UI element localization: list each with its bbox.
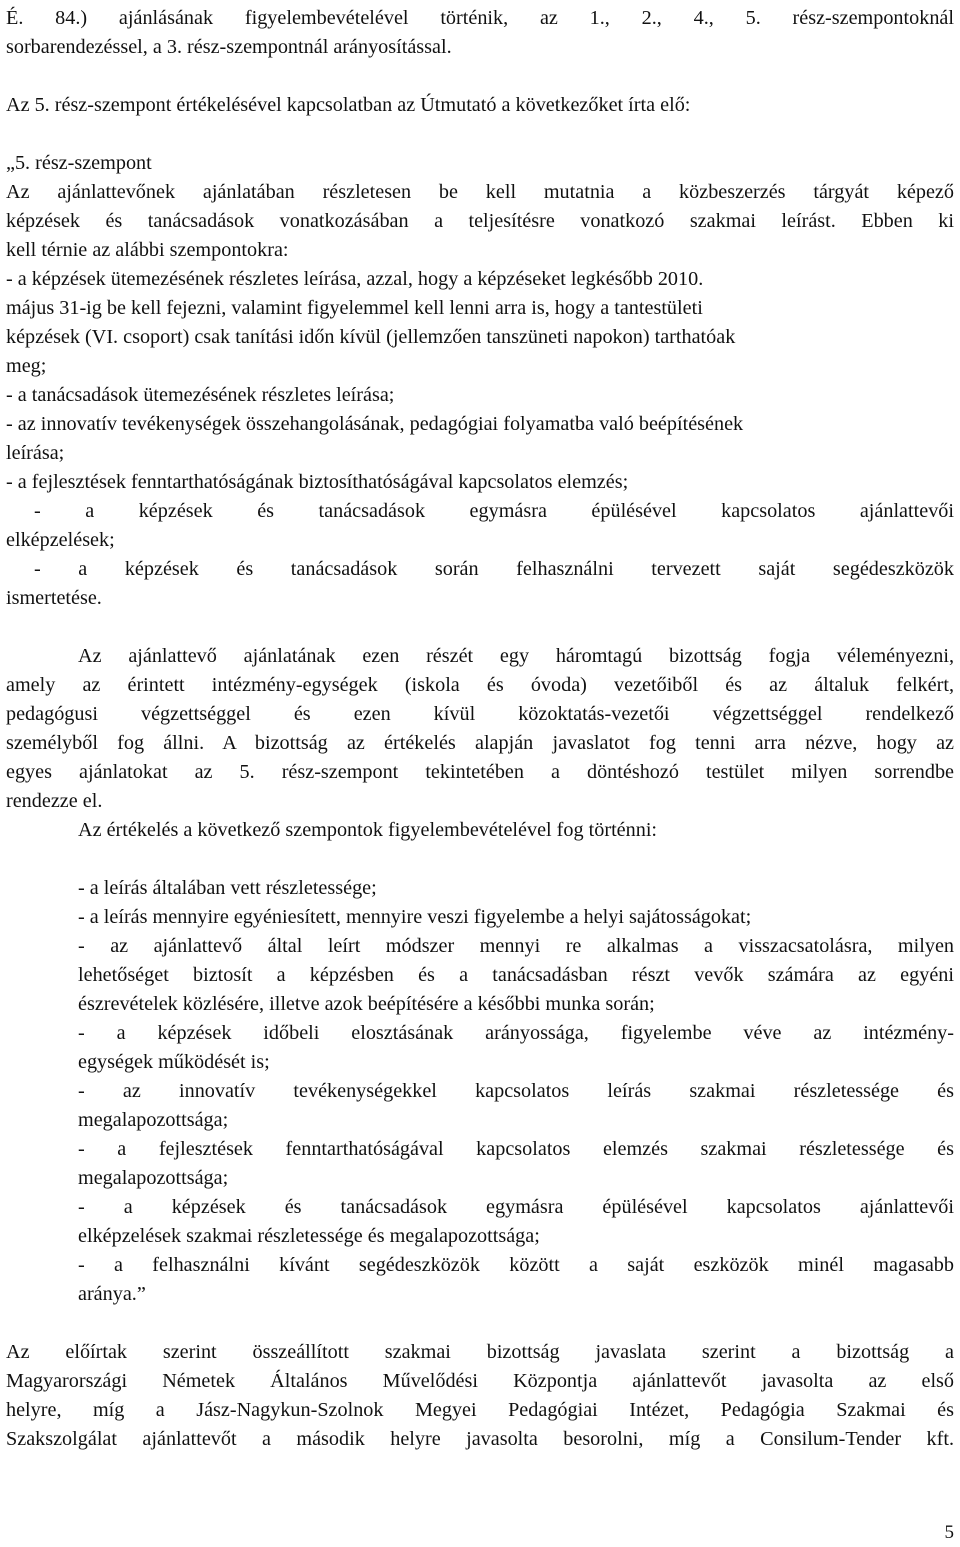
paragraph-line: képzések és tanácsadások vonatkozásában a teljesítésre vonatkozó szakmai leírást. Ebben ki: [6, 210, 954, 232]
paragraph-line: Az ajánlattevőnek ajánlatában részletesen be kell mutatnia a közbeszerzés tárgyát képező: [6, 181, 954, 203]
intro-line: Az 5. rész-szempont értékelésével kapcsolatban az Útmutató a következőket írta elő:: [6, 94, 691, 116]
list-line: - az innovatív tevékenységek összehangolásának, pedagógiai folyamatba való beépítésének: [6, 413, 744, 435]
criteria-line: - a leírás mennyire egyéniesített, mennyire veszi figyelembe a helyi sajátosságokat;: [78, 906, 752, 928]
criteria-line: aránya.”: [78, 1283, 146, 1305]
conclusion-line: Szakszolgálat ajánlattevőt a második helyre javasolta besorolni, míg a Consilum-Tender kft.: [6, 1428, 954, 1450]
criteria-line: elképzelések szakmai részletessége és megalapozottsága;: [78, 1225, 540, 1247]
criteria-line: - a képzések és tanácsadások egymásra épülésével kapcsolatos ajánlattevői: [78, 1196, 954, 1218]
list-line: - a képzések ütemezésének részletes leírása, azzal, hogy a képzéseket legkésőbb 2010.: [6, 268, 704, 290]
list-line: elképzelések;: [6, 529, 115, 551]
list-line: képzések (VI. csoport) csak tanítási időn kívül (jellemzően tanszüneti napokon) tarthatóak: [6, 326, 736, 348]
criteria-line: észrevételek közlésére, illetve azok beépítésére a későbbi munka során;: [78, 993, 655, 1015]
paragraph-line: amely az érintett intézmény-egységek (iskola és óvoda) vezetőiből és az általuk felkért,: [6, 674, 954, 696]
intro-line: sorbarendezéssel, a 3. rész-szempontnál arányosítással.: [6, 36, 452, 58]
list-line: - a fejlesztések fenntarthatóságának biztosíthatóságával kapcsolatos elemzés;: [6, 471, 629, 493]
paragraph-line: személyből fog állni. A bizottság az értékelés alapján javaslatot fog tenni arra nézve, hogy az: [6, 732, 954, 754]
criteria-line: - az ajánlattevő által leírt módszer mennyi re alkalmas a visszacsatolásra, milyen: [78, 935, 954, 957]
criteria-line: megalapozottsága;: [78, 1167, 229, 1189]
criteria-line: lehetőséget biztosít a képzésben és a tanácsadásban részt vevők számára az egyéni: [78, 964, 954, 986]
page-number: 5: [944, 1522, 954, 1543]
list-line: május 31-ig be kell fejezni, valamint figyelemmel kell lenni arra is, hogy a tantestületi: [6, 297, 703, 319]
criteria-line: - az innovatív tevékenységekkel kapcsolatos leírás szakmai részletessége és: [78, 1080, 954, 1102]
paragraph-line: pedagógusi végzettséggel és ezen kívül közoktatás-vezetői végzettséggel rendelkező: [6, 703, 954, 725]
list-line: - a képzések és tanácsadások során felhasználni tervezett saját segédeszközök: [34, 558, 954, 580]
paragraph-line: Az értékelés a következő szempontok figyelembevételével fog történni:: [78, 819, 658, 841]
criteria-line: - a képzések időbeli elosztásának arányossága, figyelembe véve az intézmény-: [78, 1022, 954, 1044]
criteria-line: - a felhasználni kívánt segédeszközök között a saját eszközök minél magasabb: [78, 1254, 954, 1276]
quote-title: „5. rész-szempont: [6, 152, 152, 174]
conclusion-line: helyre, míg a Jász-Nagykun-Szolnok Megyei Pedagógiai Intézet, Pedagógia Szakmai és: [6, 1399, 954, 1421]
conclusion-line: Az előírtak szerint összeállított szakmai bizottság javaslata szerint a bizottság a: [6, 1341, 954, 1363]
criteria-line: - a leírás általában vett részletessége;: [78, 877, 377, 899]
list-line: - a képzések és tanácsadások egymásra épülésével kapcsolatos ajánlattevői: [34, 500, 954, 522]
list-line: ismertetése.: [6, 587, 102, 609]
criteria-line: megalapozottsága;: [78, 1109, 229, 1131]
conclusion-line: Magyarországi Németek Általános Művelődési Központja ajánlattevőt javasolta az első: [6, 1370, 954, 1392]
paragraph-line: egyes ajánlatokat az 5. rész-szempont tekintetében a döntéshozó testület milyen sorrendbe: [6, 761, 954, 783]
paragraph-line: rendezze el.: [6, 790, 103, 812]
paragraph-line: Az ajánlattevő ajánlatának ezen részét egy háromtagú bizottság fogja véleményezni,: [78, 645, 954, 667]
criteria-line: - a fejlesztések fenntarthatóságával kapcsolatos elemzés szakmai részletessége és: [78, 1138, 954, 1160]
intro-line: É. 84.) ajánlásának figyelembevételével történik, az 1., 2., 4., 5. rész-szempontoknál: [6, 7, 954, 29]
list-line: - a tanácsadások ütemezésének részletes leírása;: [6, 384, 395, 406]
list-line: meg;: [6, 355, 47, 377]
paragraph-line: kell térnie az alábbi szempontokra:: [6, 239, 289, 261]
criteria-line: egységek működését is;: [78, 1051, 270, 1073]
list-line: leírása;: [6, 442, 65, 464]
